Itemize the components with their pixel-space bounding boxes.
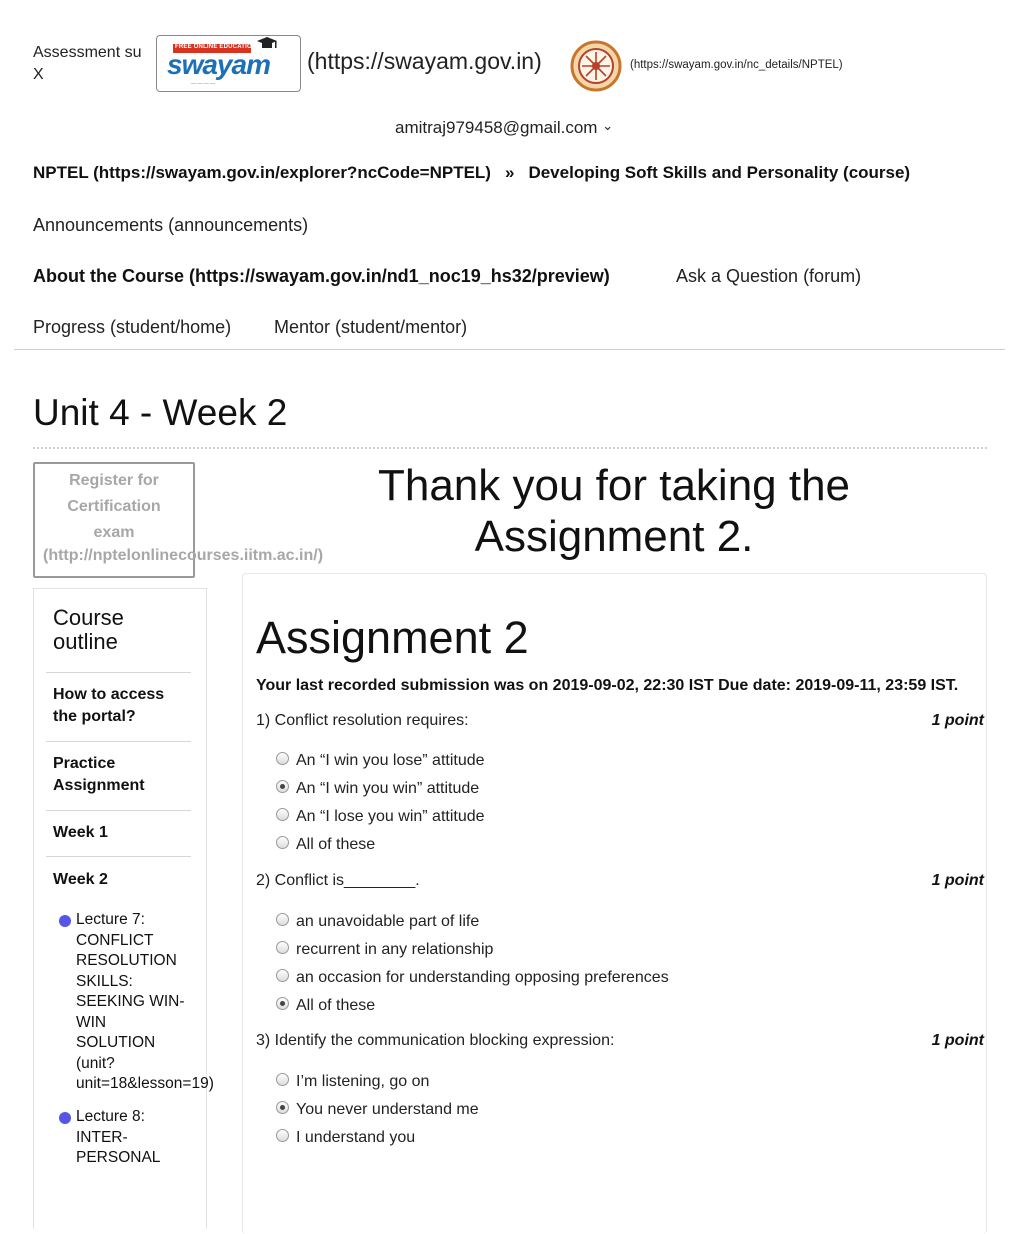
option-label: An “I lose you win” attitude bbox=[296, 808, 485, 825]
outline-title-line-1: Course bbox=[53, 605, 124, 630]
radio-button-selected[interactable] bbox=[276, 997, 289, 1010]
nav-progress-link[interactable]: Progress (student/home) bbox=[33, 317, 232, 337]
breadcrumb-nptel-link[interactable]: NPTEL (https://swayam.gov.in/explorer?ncCode=NPTEL) bbox=[33, 163, 491, 182]
sidebar-item-practice-assignment[interactable] bbox=[53, 753, 145, 797]
sidebar-item-label: the portal? bbox=[53, 708, 136, 725]
sidebar-item-label: Assignment bbox=[53, 777, 145, 794]
sidebar-divider bbox=[46, 810, 191, 811]
nav-about-course-link[interactable]: About the Course (https://swayam.gov.in/nd1_noc19_hs32/preview) bbox=[33, 266, 610, 286]
sidebar-divider bbox=[46, 741, 191, 742]
answer-option[interactable] bbox=[276, 969, 669, 987]
lesson-line: (unit? bbox=[76, 1054, 115, 1072]
nptel-logo-icon[interactable] bbox=[570, 40, 622, 92]
radio-button[interactable] bbox=[276, 1129, 289, 1142]
option-label: an unavoidable part of life bbox=[296, 913, 480, 930]
lesson-link-lecture-8[interactable] bbox=[76, 1107, 160, 1169]
breadcrumb-course-link[interactable]: Developing Soft Skills and Personality (course) bbox=[528, 163, 911, 182]
answer-option[interactable] bbox=[276, 808, 485, 826]
lesson-line: Lecture 7: bbox=[76, 911, 145, 928]
radio-button[interactable] bbox=[276, 1073, 289, 1086]
answer-option[interactable] bbox=[276, 780, 479, 798]
nav-mentor-link[interactable]: Mentor (student/mentor) bbox=[274, 317, 468, 337]
option-label: recurrent in any relationship bbox=[296, 941, 494, 958]
question-points: 1 point bbox=[931, 712, 984, 729]
nav-divider bbox=[14, 349, 1005, 350]
register-certification-url[interactable]: (http://nptelonlinecourses.iitm.ac.in/) bbox=[43, 547, 324, 564]
user-email: amitraj979458@gmail.com bbox=[395, 118, 598, 137]
answer-option[interactable] bbox=[276, 913, 479, 931]
thank-you-line-2: Assignment 2. bbox=[474, 512, 754, 561]
option-label: All of these bbox=[296, 997, 376, 1014]
answer-option[interactable] bbox=[276, 997, 375, 1015]
radio-button-selected[interactable] bbox=[276, 1101, 289, 1114]
option-label: You never understand me bbox=[296, 1101, 479, 1118]
swayam-logo-word: swayam bbox=[167, 49, 270, 80]
lesson-link-lecture-7[interactable] bbox=[76, 910, 214, 1095]
page-title: Unit 4 - Week 2 bbox=[33, 392, 288, 433]
lesson-line: CONFLICT bbox=[76, 931, 154, 949]
lesson-line: unit=18&lesson=19) bbox=[76, 1075, 214, 1092]
question-text: 2) Conflict is________. bbox=[256, 872, 420, 889]
option-label: An “I win you lose” attitude bbox=[296, 752, 485, 769]
sidebar-divider bbox=[46, 856, 191, 857]
option-label: I understand you bbox=[296, 1129, 416, 1146]
register-certification-label bbox=[33, 468, 195, 546]
lesson-line: WIN bbox=[76, 1013, 107, 1031]
browser-tab-title[interactable] bbox=[33, 42, 141, 86]
lesson-line: INTER- bbox=[76, 1128, 128, 1146]
radio-button[interactable] bbox=[276, 969, 289, 982]
radio-button-selected[interactable] bbox=[276, 780, 289, 793]
thank-you-line-1: Thank you for taking the bbox=[377, 461, 851, 510]
lesson-line: RESOLUTION bbox=[76, 952, 177, 969]
assignment-title: Assignment 2 bbox=[256, 612, 529, 663]
sidebar-divider bbox=[46, 672, 191, 673]
option-label: an occasion for understanding opposing preferences bbox=[296, 969, 669, 986]
option-label: All of these bbox=[296, 836, 376, 853]
thank-you-message bbox=[330, 460, 898, 562]
option-label: I’m listening, go on bbox=[296, 1073, 430, 1090]
graduation-cap-icon bbox=[255, 36, 279, 50]
breadcrumb-separator: » bbox=[504, 163, 515, 182]
register-line-3: exam bbox=[93, 524, 135, 541]
swayam-home-link[interactable]: (https://swayam.gov.in) bbox=[307, 48, 542, 74]
radio-button[interactable] bbox=[276, 752, 289, 765]
sidebar-item-label: Practice bbox=[53, 755, 116, 772]
radio-button[interactable] bbox=[276, 941, 289, 954]
question-text: 3) Identify the communication blocking expression: bbox=[256, 1032, 615, 1049]
lesson-bullet-icon bbox=[59, 1112, 71, 1124]
swayam-logo-tagline: — — — — bbox=[191, 81, 216, 87]
sidebar-item-label: How to access bbox=[53, 686, 165, 703]
answer-option[interactable] bbox=[276, 752, 485, 770]
lesson-line: SEEKING WIN- bbox=[76, 993, 185, 1010]
lesson-line: PERSONAL bbox=[76, 1149, 161, 1166]
answer-option[interactable] bbox=[276, 1073, 429, 1091]
tab-close-x[interactable]: X bbox=[33, 66, 44, 83]
lesson-bullet-icon bbox=[59, 915, 71, 927]
sidebar-item-how-to-access[interactable] bbox=[53, 684, 164, 728]
answer-option[interactable] bbox=[276, 1101, 479, 1119]
radio-button[interactable] bbox=[276, 808, 289, 821]
answer-option[interactable] bbox=[276, 941, 493, 959]
title-divider bbox=[33, 447, 987, 449]
question-points: 1 point bbox=[931, 1032, 984, 1049]
course-outline-title bbox=[53, 606, 124, 654]
radio-button[interactable] bbox=[276, 836, 289, 849]
tab-title-text: Assessment su bbox=[33, 44, 142, 61]
answer-option[interactable] bbox=[276, 1129, 415, 1147]
radio-button[interactable] bbox=[276, 913, 289, 926]
nav-announcements-link[interactable]: Announcements (announcements) bbox=[33, 215, 309, 235]
answer-option[interactable] bbox=[276, 836, 375, 854]
register-line-1: Register for bbox=[69, 472, 159, 489]
user-account-menu[interactable] bbox=[395, 118, 613, 138]
sidebar-item-week-1[interactable]: Week 1 bbox=[53, 824, 108, 841]
nav-ask-question-link[interactable]: Ask a Question (forum) bbox=[676, 266, 862, 286]
outline-title-line-2: outline bbox=[53, 629, 118, 654]
option-label: An “I win you win” attitude bbox=[296, 780, 480, 797]
lesson-line: Lecture 8: bbox=[76, 1108, 145, 1125]
breadcrumb bbox=[33, 163, 910, 183]
chevron-down-icon: ⌄ bbox=[602, 118, 614, 133]
lesson-line: SOLUTION bbox=[76, 1034, 156, 1051]
lesson-line: SKILLS: bbox=[76, 972, 133, 990]
question-text: 1) Conflict resolution requires: bbox=[256, 712, 469, 729]
swayam-logo[interactable] bbox=[156, 35, 301, 92]
question-points: 1 point bbox=[931, 872, 984, 889]
sidebar-item-week-2[interactable]: Week 2 bbox=[53, 871, 108, 888]
nptel-details-link[interactable]: (https://swayam.gov.in/nc_details/NPTEL) bbox=[630, 59, 843, 71]
swayam-logo-ribbon-text: FREE ONLINE EDUCATION bbox=[175, 44, 257, 50]
submission-info: Your last recorded submission was on 2019-09-02, 22:30 IST Due date: 2019-09-11, 23:59 IST. bbox=[256, 677, 959, 694]
register-line-2: Certification bbox=[67, 498, 161, 515]
